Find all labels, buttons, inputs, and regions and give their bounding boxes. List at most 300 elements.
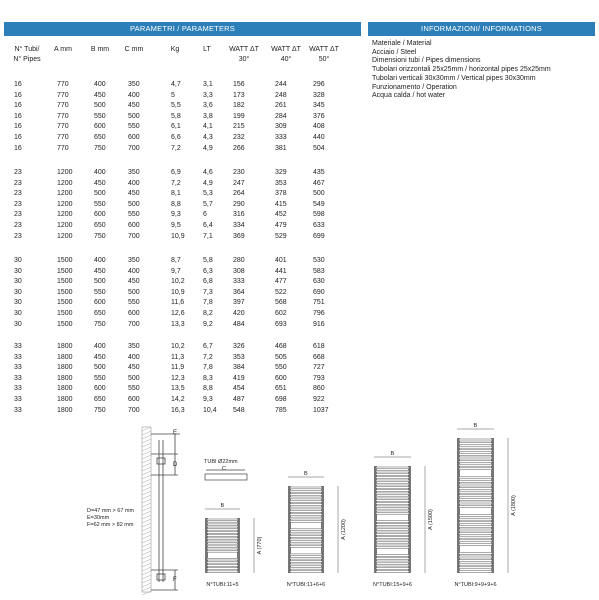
table-cell: 350 bbox=[128, 81, 140, 88]
informations-header: INFORMAZIONI/ INFORMATIONS bbox=[368, 22, 595, 36]
radiator-bar bbox=[459, 453, 492, 455]
letter-c: C bbox=[222, 466, 226, 472]
table-cell: 700 bbox=[128, 406, 140, 414]
radiator-bar bbox=[207, 522, 238, 524]
table-cell: 3,1 bbox=[203, 81, 213, 88]
table-cell: 16 bbox=[14, 81, 22, 88]
table-cell: 550 bbox=[128, 123, 140, 131]
radiator-bar bbox=[290, 554, 322, 556]
radiator-bar bbox=[376, 473, 409, 475]
table-cell: 550 bbox=[94, 374, 106, 382]
table-cell: 650 bbox=[94, 396, 106, 403]
table-cell: 751 bbox=[313, 299, 325, 307]
table-cell: 618 bbox=[313, 343, 325, 350]
table-cell: 1037 bbox=[313, 406, 329, 414]
table-cell: 505 bbox=[275, 353, 287, 361]
table-cell: 504 bbox=[313, 144, 325, 152]
table-cell: 450 bbox=[128, 190, 140, 198]
table-cell: 522 bbox=[275, 288, 287, 296]
letter-b: B bbox=[304, 471, 308, 477]
table-cell: 9,5 bbox=[171, 222, 181, 229]
radiator-bar bbox=[207, 532, 238, 534]
table-cell: 16,3 bbox=[171, 406, 185, 414]
radiator-bar bbox=[290, 510, 322, 512]
table-cell: 450 bbox=[94, 91, 106, 99]
table-cell: 600 bbox=[94, 385, 106, 393]
table-cell: 182 bbox=[233, 102, 245, 110]
table-cell: 441 bbox=[275, 267, 287, 275]
table-cell: 550 bbox=[94, 112, 106, 120]
column-header: B mm bbox=[90, 46, 110, 53]
table-cell: 1800 bbox=[57, 385, 73, 393]
table-cell: 6,4 bbox=[203, 222, 213, 229]
radiator-bar bbox=[376, 499, 409, 501]
table-cell: 369 bbox=[233, 232, 245, 240]
radiator-bar bbox=[290, 500, 322, 502]
radiator-bar bbox=[459, 536, 492, 538]
tubi-count: N°TUBI:15+9+6 bbox=[373, 582, 412, 588]
table-cell: 860 bbox=[313, 385, 325, 393]
table-cell: 397 bbox=[233, 299, 245, 307]
radiator-bar bbox=[459, 484, 492, 486]
table-cell: 500 bbox=[313, 190, 325, 198]
table-cell: 7,3 bbox=[203, 288, 213, 296]
radiator-bar bbox=[459, 502, 492, 504]
info-line: Tubolari verticali 30x30mm / Vertical pipes 30x30mm bbox=[372, 74, 536, 82]
radiator-bar bbox=[290, 529, 322, 531]
radiator-bar bbox=[459, 560, 492, 562]
radiator-bar bbox=[459, 529, 492, 531]
table-cell: 11,9 bbox=[171, 364, 185, 372]
dimension-a: A (1200) bbox=[341, 519, 347, 540]
table-cell: 248 bbox=[275, 91, 287, 99]
table-cell: 333 bbox=[275, 134, 287, 141]
radiator-bar bbox=[290, 532, 322, 534]
table-cell: 353 bbox=[233, 353, 245, 361]
radiator-bar bbox=[459, 506, 492, 508]
table-cell: 916 bbox=[313, 320, 325, 328]
table-cell: 454 bbox=[233, 385, 245, 393]
table-cell: 400 bbox=[94, 343, 106, 350]
table-cell: 316 bbox=[233, 211, 245, 219]
table-cell: 23 bbox=[14, 169, 22, 176]
table-cell: 13,3 bbox=[171, 320, 185, 328]
table-cell: 415 bbox=[275, 200, 287, 208]
dim-d: D=47 mm > 67 mm bbox=[87, 508, 135, 514]
table-cell: 30 bbox=[14, 257, 22, 264]
radiator-bar bbox=[459, 552, 492, 554]
column-header: WATT ΔT 40° bbox=[271, 46, 301, 63]
radiator-model bbox=[205, 503, 263, 588]
table-cell: 549 bbox=[313, 200, 325, 208]
info-line: Funzionamento / Operation bbox=[372, 83, 457, 91]
radiator-bar bbox=[459, 570, 492, 572]
table-cell: 4,6 bbox=[203, 169, 213, 176]
table-cell: 280 bbox=[233, 257, 245, 264]
table-cell: 247 bbox=[233, 179, 245, 187]
table-cell: 1800 bbox=[57, 343, 73, 350]
table-cell: 10,9 bbox=[171, 288, 185, 296]
table-cell: 30 bbox=[14, 310, 22, 317]
table-cell: 600 bbox=[94, 211, 106, 219]
table-cell: 244 bbox=[275, 81, 287, 88]
radiator-bar bbox=[459, 533, 492, 535]
radiator-bar bbox=[290, 504, 322, 506]
table-cell: 5,7 bbox=[203, 200, 213, 208]
radiator-bar bbox=[290, 507, 322, 509]
column-header: WATT ΔT 30° bbox=[229, 46, 259, 63]
table-cell: 264 bbox=[233, 190, 245, 198]
radiator-bar bbox=[376, 564, 409, 566]
table-cell: 583 bbox=[313, 267, 325, 275]
radiator-bar bbox=[207, 538, 238, 540]
table-cell: 23 bbox=[14, 232, 22, 240]
table-cell: 290 bbox=[233, 200, 245, 208]
table-cell: 600 bbox=[128, 310, 140, 317]
table-cell: 1200 bbox=[57, 179, 73, 187]
table-cell: 700 bbox=[128, 232, 140, 240]
table-cell: 400 bbox=[94, 81, 106, 88]
table-cell: 419 bbox=[233, 374, 245, 382]
table-cell: 9,3 bbox=[203, 396, 213, 403]
table-cell: 12,6 bbox=[171, 310, 185, 317]
table-cell: 548 bbox=[233, 406, 245, 414]
radiator-bar bbox=[290, 571, 322, 573]
radiator-bar bbox=[459, 464, 492, 466]
table-cell: 1500 bbox=[57, 278, 73, 286]
info-line: Tubolari orizzontali 25x25mm / horizontal pipes 25x25mm bbox=[372, 66, 551, 74]
table-cell: 309 bbox=[275, 123, 287, 131]
radiator-bar bbox=[207, 565, 238, 567]
table-cell: 33 bbox=[14, 396, 22, 403]
table-cell: 600 bbox=[94, 123, 106, 131]
table-cell: 23 bbox=[14, 179, 22, 187]
table-cell: 700 bbox=[128, 144, 140, 152]
table-cell: 350 bbox=[128, 257, 140, 264]
radiator-bar bbox=[459, 567, 492, 569]
radiator-bar bbox=[207, 525, 238, 527]
table-cell: 8,3 bbox=[203, 374, 213, 382]
table-cell: 600 bbox=[128, 222, 140, 229]
radiator-bar bbox=[459, 491, 492, 493]
table-cell: 8,8 bbox=[203, 385, 213, 393]
radiator-bar bbox=[376, 477, 409, 479]
table-cell: 479 bbox=[275, 222, 287, 229]
radiator-bar bbox=[459, 525, 492, 527]
radiator-model bbox=[287, 471, 347, 588]
radiator-bar bbox=[376, 486, 409, 488]
table-cell: 7,2 bbox=[203, 353, 213, 361]
table-cell: 452 bbox=[275, 211, 287, 219]
radiator-bar bbox=[376, 571, 409, 573]
table-cell: 529 bbox=[275, 232, 287, 240]
dimension-a: A (770) bbox=[257, 536, 263, 555]
side-view-radiator bbox=[151, 434, 180, 590]
table-cell: 328 bbox=[313, 91, 325, 99]
table-cell: 5,8 bbox=[203, 257, 213, 264]
radiator-bar bbox=[290, 561, 322, 563]
table-cell: 8,7 bbox=[171, 257, 181, 264]
radiator-bar bbox=[290, 517, 322, 519]
table-cell: 378 bbox=[275, 190, 287, 198]
info-line: Acqua calda / hot water bbox=[372, 92, 446, 100]
table-cell: 11,6 bbox=[171, 299, 185, 307]
table-cell: 23 bbox=[14, 222, 22, 229]
table-cell: 7,2 bbox=[171, 144, 181, 152]
table-cell: 651 bbox=[275, 385, 287, 393]
radiator-bar bbox=[459, 446, 492, 448]
table-cell: 477 bbox=[275, 278, 287, 286]
info-line: Acciaio / Steel bbox=[372, 48, 417, 56]
column-header: N° Tubi/ N° Pipes bbox=[13, 46, 41, 63]
radiator-bar bbox=[376, 561, 409, 563]
tubi-count: N°TUBI:11+5 bbox=[206, 582, 239, 588]
radiator-bar bbox=[376, 568, 409, 570]
table-cell: 550 bbox=[128, 211, 140, 219]
table-cell: 600 bbox=[128, 396, 140, 403]
table-cell: 600 bbox=[128, 134, 140, 141]
table-cell: 500 bbox=[94, 364, 106, 372]
table-cell: 650 bbox=[94, 134, 106, 141]
table-cell: 450 bbox=[94, 179, 106, 187]
table-cell: 698 bbox=[275, 396, 287, 403]
table-cell: 215 bbox=[233, 123, 245, 131]
radiator-bar bbox=[376, 524, 409, 526]
table-cell: 1500 bbox=[57, 288, 73, 296]
table-cell: 1500 bbox=[57, 257, 73, 264]
table-cell: 4,3 bbox=[203, 134, 213, 141]
table-cell: 450 bbox=[128, 102, 140, 110]
table-cell: 3,8 bbox=[203, 112, 213, 120]
table-cell: 400 bbox=[94, 257, 106, 264]
table-cell: 693 bbox=[275, 320, 287, 328]
radiator-bar bbox=[207, 544, 238, 546]
table-cell: 5 bbox=[171, 91, 175, 99]
table-cell: 6,1 bbox=[171, 123, 181, 131]
table-cell: 16 bbox=[14, 134, 22, 141]
table-cell: 33 bbox=[14, 374, 22, 382]
table-cell: 23 bbox=[14, 211, 22, 219]
table-cell: 750 bbox=[94, 232, 106, 240]
radiator-bar bbox=[459, 563, 492, 565]
table-cell: 600 bbox=[275, 374, 287, 382]
radiator-bar bbox=[290, 539, 322, 541]
radiator-bar bbox=[459, 457, 492, 459]
table-cell: 7,2 bbox=[171, 179, 181, 187]
table-cell: 650 bbox=[94, 222, 106, 229]
dimension-a: A (1500) bbox=[428, 509, 434, 530]
table-cell: 530 bbox=[313, 257, 325, 264]
radiator-bar bbox=[376, 543, 409, 545]
table-cell: 1200 bbox=[57, 169, 73, 176]
radiator-bar bbox=[459, 498, 492, 500]
column-header: LT bbox=[203, 46, 211, 53]
table-cell: 770 bbox=[57, 102, 69, 110]
table-cell: 381 bbox=[275, 144, 287, 152]
table-cell: 500 bbox=[128, 112, 140, 120]
table-cell: 500 bbox=[94, 102, 106, 110]
table-cell: 33 bbox=[14, 385, 22, 393]
table-cell: 440 bbox=[313, 134, 325, 141]
table-cell: 500 bbox=[128, 200, 140, 208]
radiator-bar bbox=[376, 555, 409, 557]
radiator-bar bbox=[207, 568, 238, 570]
table-cell: 5,3 bbox=[203, 190, 213, 198]
table-cell: 16 bbox=[14, 144, 22, 152]
table-cell: 408 bbox=[313, 123, 325, 131]
table-cell: 770 bbox=[57, 91, 69, 99]
table-cell: 500 bbox=[128, 374, 140, 382]
table-cell: 232 bbox=[233, 134, 245, 141]
table-cell: 4,9 bbox=[203, 144, 213, 152]
radiator-bar bbox=[459, 495, 492, 497]
table-cell: 1200 bbox=[57, 222, 73, 229]
table-cell: 770 bbox=[57, 144, 69, 152]
table-cell: 3,3 bbox=[203, 91, 213, 99]
radiator-bar bbox=[207, 519, 238, 521]
table-cell: 450 bbox=[94, 353, 106, 361]
table-cell: 364 bbox=[233, 288, 245, 296]
table-cell: 261 bbox=[275, 102, 287, 110]
radiator-bar bbox=[459, 522, 492, 524]
table-cell: 1800 bbox=[57, 406, 73, 414]
table-cell: 10,4 bbox=[203, 406, 217, 414]
letter-b: B bbox=[473, 423, 478, 429]
radiator-bar bbox=[376, 558, 409, 560]
table-cell: 1500 bbox=[57, 310, 73, 317]
radiator-bar bbox=[376, 506, 409, 508]
table-cell: 6,9 bbox=[171, 169, 181, 176]
tubi-count: N°TUBI:11+6+6 bbox=[286, 582, 326, 588]
column-header: C mm bbox=[124, 46, 144, 53]
radiator-bar bbox=[376, 470, 409, 472]
table-cell: 690 bbox=[313, 288, 325, 296]
table-cell: 8,8 bbox=[171, 200, 181, 208]
table-cell: 1500 bbox=[57, 299, 73, 307]
table-cell: 5,8 bbox=[171, 112, 181, 120]
table-cell: 10,2 bbox=[171, 278, 185, 286]
table-cell: 12,3 bbox=[171, 374, 185, 382]
radiator-bar bbox=[376, 533, 409, 535]
table-cell: 23 bbox=[14, 200, 22, 208]
radiator-bar bbox=[290, 497, 322, 499]
table-cell: 33 bbox=[14, 364, 22, 372]
tubi-count: N°TUBI:9+9+9+6 bbox=[454, 582, 497, 588]
table-cell: 468 bbox=[275, 343, 287, 350]
column-header: WATT ΔT 50° bbox=[309, 46, 339, 63]
table-cell: 600 bbox=[94, 299, 106, 307]
radiator-bar bbox=[290, 520, 322, 522]
table-cell: 1800 bbox=[57, 364, 73, 372]
radiator-bar bbox=[459, 477, 492, 479]
table-cell: 8,2 bbox=[203, 310, 213, 317]
table-cell: 400 bbox=[128, 91, 140, 99]
table-cell: 550 bbox=[94, 200, 106, 208]
table-cell: 400 bbox=[128, 353, 140, 361]
radiator-bar bbox=[459, 480, 492, 482]
table-cell: 1200 bbox=[57, 232, 73, 240]
table-cell: 16 bbox=[14, 123, 22, 131]
table-cell: 6 bbox=[203, 211, 207, 219]
radiator-bar bbox=[376, 540, 409, 542]
table-cell: 770 bbox=[57, 123, 69, 131]
letter-f: F bbox=[173, 577, 177, 583]
radiator-bar bbox=[376, 530, 409, 532]
table-cell: 568 bbox=[275, 299, 287, 307]
table-cell: 550 bbox=[275, 364, 287, 372]
table-cell: 1800 bbox=[57, 374, 73, 382]
table-cell: 1500 bbox=[57, 267, 73, 275]
table-cell: 550 bbox=[128, 385, 140, 393]
table-cell: 700 bbox=[128, 320, 140, 328]
table-cell: 9,2 bbox=[203, 320, 213, 328]
radiator-bar bbox=[459, 556, 492, 558]
table-cell: 199 bbox=[233, 112, 245, 120]
radiator-bar bbox=[290, 564, 322, 566]
radiator-bar bbox=[459, 461, 492, 463]
radiator-bar bbox=[207, 541, 238, 543]
table-cell: 23 bbox=[14, 190, 22, 198]
radiator-bar bbox=[290, 487, 322, 489]
table-cell: 401 bbox=[275, 257, 287, 264]
table-cell: 484 bbox=[233, 320, 245, 328]
table-cell: 1800 bbox=[57, 353, 73, 361]
table-cell: 30 bbox=[14, 320, 22, 328]
table-cell: 6,8 bbox=[203, 278, 213, 286]
table-cell: 353 bbox=[275, 179, 287, 187]
table-cell: 384 bbox=[233, 364, 245, 372]
table-cell: 793 bbox=[313, 374, 325, 382]
dimension-a: A (1800) bbox=[511, 495, 517, 516]
letter-d: D bbox=[173, 462, 178, 468]
table-cell: 770 bbox=[57, 134, 69, 141]
table-cell: 1200 bbox=[57, 200, 73, 208]
table-cell: 173 bbox=[233, 91, 245, 99]
radiator-bar bbox=[459, 443, 492, 445]
radiator-bar bbox=[459, 515, 492, 517]
table-cell: 9,3 bbox=[171, 211, 181, 219]
radiator-bar bbox=[207, 528, 238, 530]
table-cell: 450 bbox=[128, 364, 140, 372]
column-header: A mm bbox=[54, 46, 72, 53]
column-header: Kg bbox=[170, 46, 180, 53]
radiator-bar bbox=[207, 558, 238, 560]
radiator-bar bbox=[290, 546, 322, 548]
radiator-bar bbox=[459, 439, 492, 441]
table-cell: 785 bbox=[275, 406, 287, 414]
table-cell: 350 bbox=[128, 343, 140, 350]
table-cell: 230 bbox=[233, 169, 245, 176]
info-line: Materiale / Material bbox=[372, 40, 432, 47]
radiator-bar bbox=[376, 546, 409, 548]
table-cell: 9,7 bbox=[171, 267, 181, 275]
table-cell: 420 bbox=[233, 310, 245, 317]
table-cell: 750 bbox=[94, 320, 106, 328]
radiator-bar bbox=[459, 518, 492, 520]
radiator-bar bbox=[376, 490, 409, 492]
table-cell: 770 bbox=[57, 81, 69, 88]
table-cell: 16 bbox=[14, 102, 22, 110]
radiator-bar bbox=[376, 496, 409, 498]
table-cell: 33 bbox=[14, 353, 22, 361]
radiator-bar bbox=[459, 450, 492, 452]
parameters-header: PARAMETRI / PARAMETERS bbox=[4, 22, 361, 36]
table-cell: 487 bbox=[233, 396, 245, 403]
table-cell: 30 bbox=[14, 288, 22, 296]
radiator-bar bbox=[290, 494, 322, 496]
radiator-bar bbox=[376, 512, 409, 514]
table-cell: 296 bbox=[313, 81, 325, 88]
